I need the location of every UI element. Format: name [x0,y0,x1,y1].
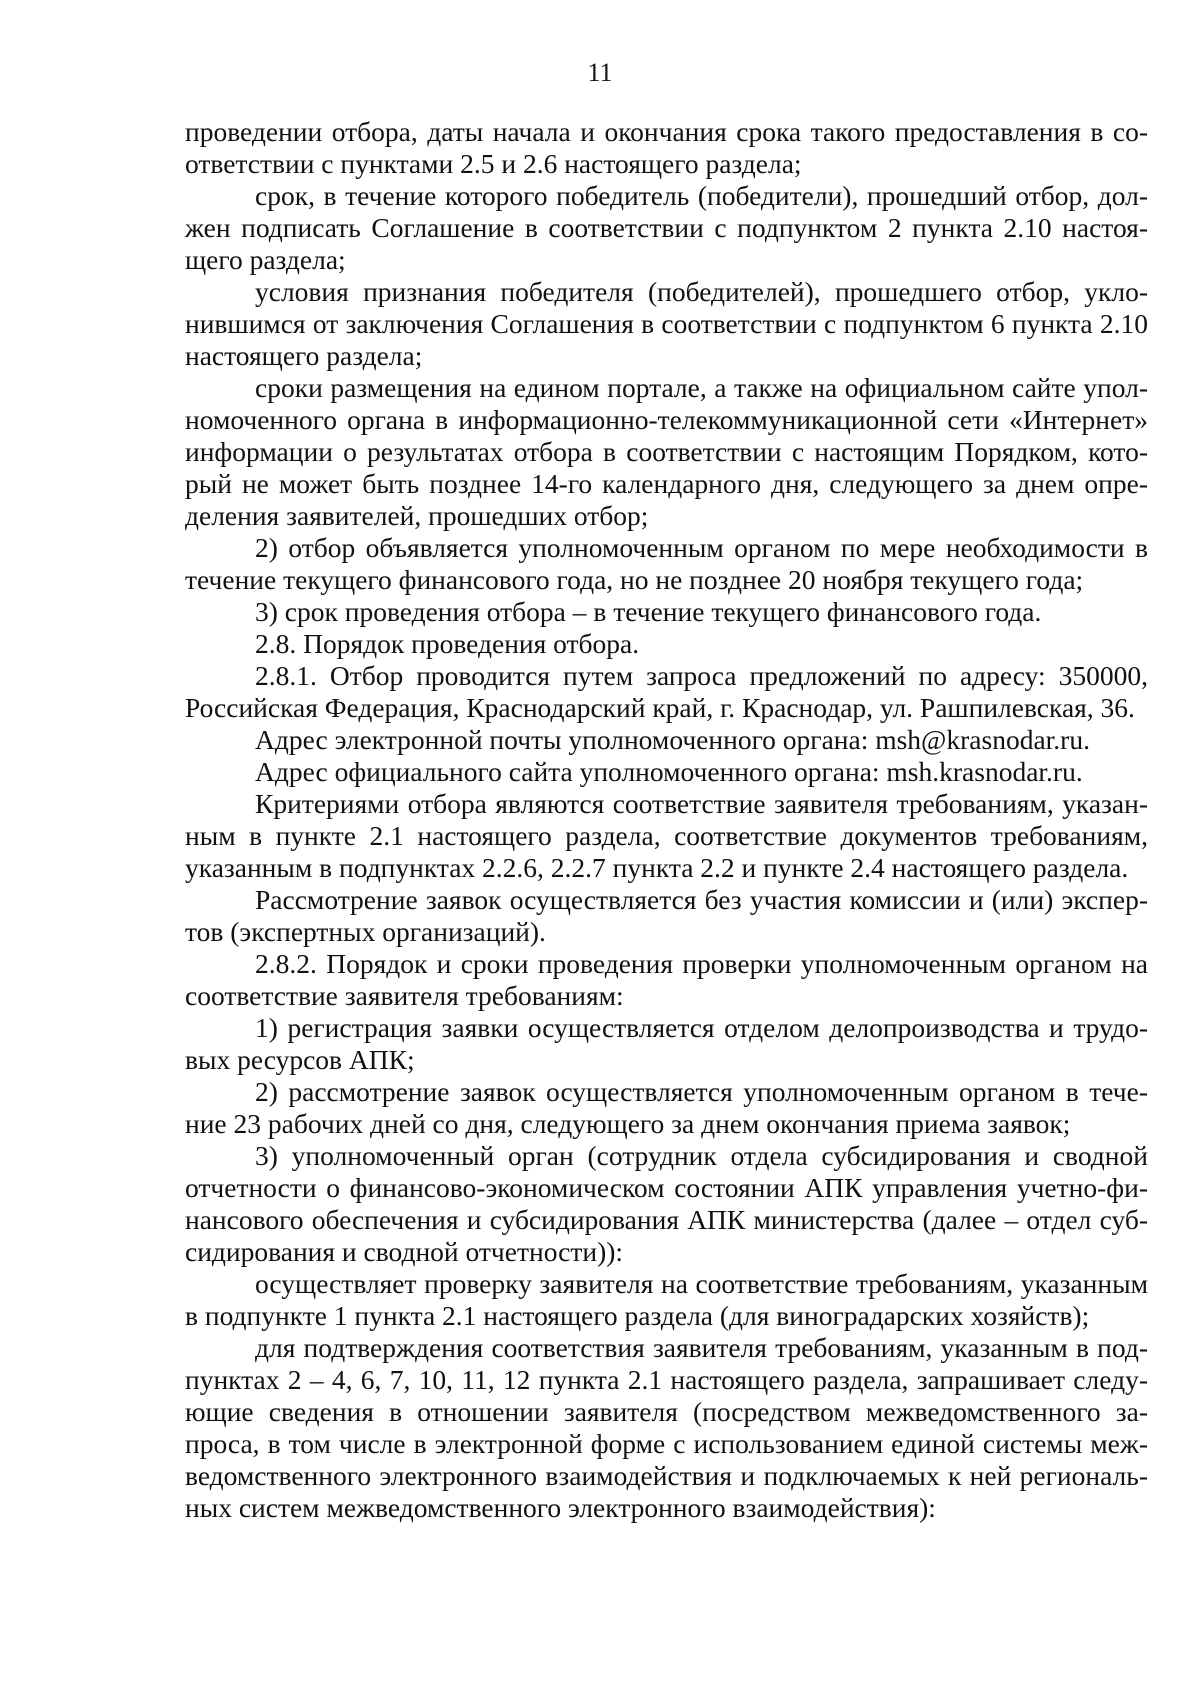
paragraph-4: сроки размещения на едином портале, а также на официальном сайте уполномоченного органа в информационно-телекоммуникационной сети «Интернет» информации о результатах отбора в соответствии с настоящим Порядком, который не может быть позднее 14-го календарного дня, следующего за днем определения заявителей, прошедших отбор; [185,372,1148,531]
paragraph-18: для подтверждения соответствия заявителя требованиям, указанным в подпунктах 2 – 4, 6, 7, 10, 11, 12 пункта 2.1 настоящего раздела, запрашивает следующие сведения в отношении заявителя (посредством межведомственного запроса, в том числе в электронной форме с использованием единой системы межведомственного электронного взаимодействия и подключаемых к ней региональных систем межведомственного электронного взаимодействия): [185,1332,1148,1523]
paragraph-8: 2.8.1. Отбор проводится путем запроса предложений по адресу: 350000, Российская Федерация, Краснодарский край, г. Краснодар, ул. Рашпилевская, 36. [185,660,1148,723]
paragraph-11: Критериями отбора являются соответствие заявителя требованиям, указанным в пункте 2.1 настоящего раздела, соответствие документов требованиям, указанным в подпунктах 2.2.6, 2.2.7 пункта 2.2 и пункте 2.4 настоящего раздела. [185,788,1148,883]
paragraph-10: Адрес официального сайта уполномоченного органа: msh.krasnodar.ru. [255,756,1083,787]
paragraph-12: Рассмотрение заявок осуществляется без участия комиссии и (или) экспертов (экспертных организаций). [185,884,1148,947]
page-number: 11 [587,58,613,87]
paragraph-15: 2) рассмотрение заявок осуществляется уполномоченным органом в течение 23 рабочих дней со дня, следующего за днем окончания приема заявок; [185,1076,1148,1139]
paragraph-16: 3) уполномоченный орган (сотрудник отдела субсидирования и сводной отчетности о финансово-экономическом состоянии АПК управления учетно-финансового обеспечения и субсидирования АПК министерства (далее – отдел субсидирования и сводной отчетности)): [185,1140,1148,1267]
paragraph-3: условия признания победителя (победителей), прошедшего отбор, уклонившимся от заключения Соглашения в соответствии с подпунктом 6 пункта 2.10 настоящего раздела; [185,276,1148,371]
paragraph-13: 2.8.2. Порядок и сроки проведения проверки уполномоченным органом на соответствие заявителя требованиям: [185,948,1148,1011]
document-body [185,116,1148,1524]
paragraph-5: 2) отбор объявляется уполномоченным органом по мере необходимости в течение текущего финансового года, но не позднее 20 ноября текущего года; [185,532,1148,595]
paragraph-17: осуществляет проверку заявителя на соответствие требованиям, указанным в подпункте 1 пункта 2.1 настоящего раздела (для виноградарских хозяйств); [185,1268,1148,1331]
paragraph-14: 1) регистрация заявки осуществляется отделом делопроизводства и трудовых ресурсов АПК; [185,1012,1148,1075]
paragraph-6: 3) срок проведения отбора – в течение текущего финансового года. [255,596,1042,627]
paragraph-2: срок, в течение которого победитель (победители), прошедший отбор, должен подписать Соглашение в соответствии с подпунктом 2 пункта 2.10 настоящего раздела; [185,180,1148,275]
paragraph-1: проведении отбора, даты начала и окончания срока такого предоставления в соответствии с пунктами 2.5 и 2.6 настоящего раздела; [185,116,1148,179]
paragraph-7: 2.8. Порядок проведения отбора. [255,628,640,659]
paragraph-9: Адрес электронной почты уполномоченного органа: msh@krasnodar.ru. [255,724,1090,755]
